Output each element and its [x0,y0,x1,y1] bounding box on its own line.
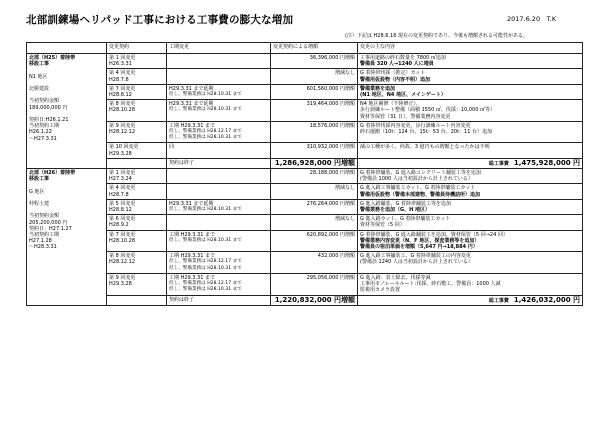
final-sum-cell [358,158,583,168]
final-row [27,295,583,305]
content-line: G 着陸帯伐採内容変更、歩行訓練ルート内容変更 [360,122,471,129]
content-cell [358,273,583,295]
change-label: 第 10 回変更 [109,144,139,151]
table-row [27,84,583,99]
amount-cell: 36,396,000 円増額 [271,54,358,69]
period-cell [167,169,271,184]
change-cell [107,100,167,122]
section-info-cell [27,169,107,306]
section-name: 北部（H25）着陸帯 [29,55,76,61]
table-row [27,184,583,199]
change-date: H29.3.28 [109,150,132,157]
section-info-line: 当初契約工期 [29,232,60,239]
content-line: G 着陸帯伐採（推定）カット [360,70,426,77]
header-cell: 変更契約 [107,43,167,54]
table-row [27,252,583,274]
amount-cell: 295,056,000 円増額 [271,273,358,295]
content-cell [358,230,583,252]
header-cell: 変更契約による増額 [271,43,358,54]
section-info-line: 189,000,000 円 [29,104,68,111]
content-cell [358,215,583,230]
final-label-cell: 契約は終了 [167,295,271,305]
change-label: 第 5 回変更 [109,200,136,207]
section-info-line: ～H28.3.31 [29,244,57,251]
change-label: 第 4 回変更 [109,70,136,77]
period-cell [167,273,271,295]
table-row [27,199,583,214]
period-text: H29.3.31 まで延期 [169,101,214,108]
change-label: 第 8 回変更 [109,101,136,108]
final-total-cell: 1,220,832,000 円増額 [271,295,358,305]
period-note: 但し、警備業務は H28.10.31 まで [169,135,242,141]
cost-table [26,42,583,306]
content-line: 警備員の宿泊単価を増額（5,647 円→18,884 円） [360,244,478,251]
section-info-line: G 地区 [29,188,45,195]
content-line: 工事用モノレールルート:伐採、砕石敷工、警備員：1000 人減 [360,281,501,288]
section-name: 北部（H26）着陸帯 [29,170,76,177]
change-date: H28.12.12 [109,259,136,266]
change-cell [107,54,167,69]
table-row [27,121,583,143]
period-cell [167,143,271,158]
total-cost-label: 総工事費 [488,160,514,167]
change-label: 第 7 回変更 [109,231,136,238]
change-label: 第 8 回変更 [109,253,136,260]
content-line: 警備業務内容変更（N、F 地区、探査業務等を追加） [360,237,480,244]
table-header-row [27,43,583,54]
table-row [27,215,583,230]
period-cell [167,100,271,122]
content-line: N4 地区補修（不陸修正）、 [360,101,422,108]
period-text: H29.3.31 まで延期 [169,85,214,92]
change-cell [107,215,167,230]
change-date: H29.3.28 [109,281,132,288]
period-cell [167,69,271,84]
period-note: 但し、警備業務は H28.12.17 まで [169,129,242,135]
amount-cell: 620,892,000 円増額 [271,230,358,252]
section-info-line: 契約日:H26.1.21 [29,117,69,124]
section-name-2: 移設工事 [29,61,50,68]
section-info-line: H27.1.28 [29,238,52,245]
table-row [27,169,583,184]
content-line: 歩行訓練ルート整備（面積 1550 ㎡、伐採：10,000 ㎡等） [360,107,495,114]
period-cell [167,184,271,199]
change-label: 第 1 回変更 [109,55,136,61]
period-note: 但し、警備業務は H28.10.31 まで [169,107,242,113]
final-total-cell: 1,286,928,000 円増額 [271,158,358,168]
amount-cell: 増減なし [271,69,358,84]
period-text: 同 [169,144,175,151]
content-line: G 進入路工事舗装工カット、G 着陸帯舗装工カット [360,185,476,192]
table-row [27,273,583,295]
content-line: 資材等保管（5 回） [360,222,405,229]
change-cell [107,121,167,143]
change-cell [107,199,167,214]
change-cell [107,273,167,295]
final-empty-cell [107,295,167,305]
content-line: 工事用道路の砕石数量を 7800 ㎡追加 [360,55,446,61]
change-date: H28.10.28 [109,237,136,244]
content-line: G 着陸帯舗装、G 進入路コンクリート舗装工等を追加 [360,170,481,177]
final-row [27,158,583,168]
change-cell [107,143,167,158]
content-line: 警備用仮設物（内容不明）追加 [360,76,431,83]
change-cell [107,184,167,199]
document-date: 2017.6.20 T.K [507,15,557,23]
total-cost-value: 1,426,032,000 円 [513,295,580,304]
content-line: 警備用仮設物（警備本部建物、警備員待機詰所）追加 [360,191,481,198]
period-note: 但し、警備業務は H28.10.31 まで [169,92,242,98]
section-info-line: 仲程土建 [29,201,50,208]
change-label: 第 7 回変更 [109,85,136,92]
content-cell [358,121,583,143]
change-date: H28.7.8 [109,191,129,198]
change-date: H27.3.24 [109,176,132,183]
amount-cell: 601,560,000 円増額 [271,84,358,99]
amount-cell: 310,932,000 円増額 [271,143,358,158]
section-info-line: 当初契約金額 [29,213,60,220]
period-cell [167,121,271,143]
period-cell [167,84,271,99]
change-cell [107,252,167,274]
document-note: (注）下記は H28.6.16 現在の変更契約であり、今後も増額される可能性がある。 [345,33,528,39]
change-date: H28.9.2 [109,222,129,229]
final-label-cell: 契約は終了 [167,158,271,168]
content-line: 監視用カメラ設置 [360,287,401,294]
final-sum-cell [358,295,583,305]
content-cell [358,184,583,199]
section-info-line: 当初契約工期 [29,123,60,130]
period-note: 但し、警備業務は H28.10.31 まで [169,207,242,213]
section-name-2: 移設工事 [29,176,50,183]
content-line: G 進入路工事舗装工、G 着陸帯舗装工の内容変更 [360,253,471,260]
content-line: G 進入路カット、G 着陸帯舗装工カット [360,216,451,223]
period-cell [167,199,271,214]
period-note: 但し、警備業務は H28.10.31 まで [169,265,242,271]
content-cell [358,100,583,122]
content-line: 減の工種が多く、何故、3 億円もの増額となったかは不明 [360,144,490,151]
period-text: 工期 H29.3.31 まで [169,253,216,260]
content-line: 警備業務を追加 [360,85,396,92]
period-text: 工期 H29.3.31 まで [169,274,216,281]
content-cell [358,199,583,214]
period-cell [167,54,271,69]
content-line: 砕石運搬（10t：124 台、15t：53 台、20t：11 台）追加 [360,129,493,136]
section-info-line: 205,200,000 円 [29,219,68,226]
period-note: 但し、警備業務は H28.10.31 まで [169,287,242,293]
content-cell [358,169,583,184]
content-cell [358,84,583,99]
change-label: 第 9 回変更 [109,274,136,281]
amount-cell: 319,464,000 円増額 [271,100,358,122]
section-info-line: 北勝建設 [29,86,50,93]
total-cost-label: 総工事費 [488,297,514,304]
period-cell [167,252,271,274]
amount-cell: 432,000 円増額 [271,252,358,274]
content-line: (警備員 1000 人は当初設計から計上されている） [360,176,473,183]
section-info-cell [27,54,107,169]
period-text: H29.3.31 まで延期 [169,200,214,207]
section-info-line: H26.1.22 [29,129,52,136]
amount-cell: 増減なし [271,215,358,230]
period-text: 工期 H29.3.31 まで [169,231,216,238]
change-date: H26.3.31 [109,61,132,68]
period-text: 工期 H29.3.31 まで [169,122,216,129]
amount-cell: 276,264,000 円増額 [271,199,358,214]
period-cell [167,230,271,252]
change-date: H28.7.8 [109,76,129,83]
section-info-line: ～H27.3.31 [29,135,57,142]
change-date: H28.10.28 [109,107,136,114]
section-info-line: 契約日：H27.1.27 [29,225,72,232]
change-date: H28.8.12 [109,207,132,214]
content-line: 警備員 320 人→1240 人に増員 [360,61,434,68]
period-note: 但し、警備業務は H28.10.31 まで [169,237,242,243]
content-line: 警備業務を追加（G、H 地区） [360,207,431,214]
section-info-line: 当初契約金額 [29,98,60,105]
page-title: 北部訓練場ヘリパッド工事における工事費の膨大な増加 [26,14,294,26]
table-row [27,143,583,158]
content-cell [358,143,583,158]
content-line: (警備員 1240 人は当初設計から計上されている） [360,259,473,266]
content-cell [358,252,583,274]
change-cell [107,84,167,99]
table-row [27,69,583,84]
total-cost-value: 1,475,928,000 円 [513,158,580,167]
period-note: 但し、警備業務は H28.12.17 まで [169,281,242,287]
amount-cell: 増減なし [271,184,358,199]
change-cell [107,230,167,252]
change-label: 第 4 回変更 [109,185,136,192]
content-cell [358,54,583,69]
change-label: 第 6 回変更 [109,216,136,223]
content-line: G 着陸帯舗装、G 進入路舗装工を追加、資材保管（5 回→24 回） [360,231,508,238]
table-row [27,100,583,122]
change-date: H28.12.12 [109,129,136,136]
header-cell: 工期変更 [167,43,271,54]
header-cell: 変更の主な内容 [358,43,583,54]
content-line: 資材等保管（31 日）、警備業務内容変更 [360,113,451,120]
amount-cell: 18,576,000 円増額 [271,121,358,143]
final-empty-cell [107,158,167,168]
section-info-line: N1 地区 [29,73,48,80]
table-row [27,54,583,69]
content-cell [358,69,583,84]
period-note: 但し、警備業務は H28.12.17 まで [169,259,242,265]
change-cell [107,69,167,84]
content-line: G 進入路：表土除去、伐採等減 [360,274,431,281]
change-date: H28.8.12 [109,92,132,99]
header-cell [27,43,107,54]
change-label: 第 1 回変更 [109,170,136,177]
content-line: G 進入路舗装、G 着陸帯舗装工等を追加 [360,200,451,207]
period-cell [167,215,271,230]
table-row [27,230,583,252]
change-cell [107,169,167,184]
amount-cell: 28,188,000 円増額 [271,169,358,184]
change-label: 第 9 回変更 [109,122,136,129]
content-line: (N1 地区、N4 地区、メインゲート） [360,92,446,99]
